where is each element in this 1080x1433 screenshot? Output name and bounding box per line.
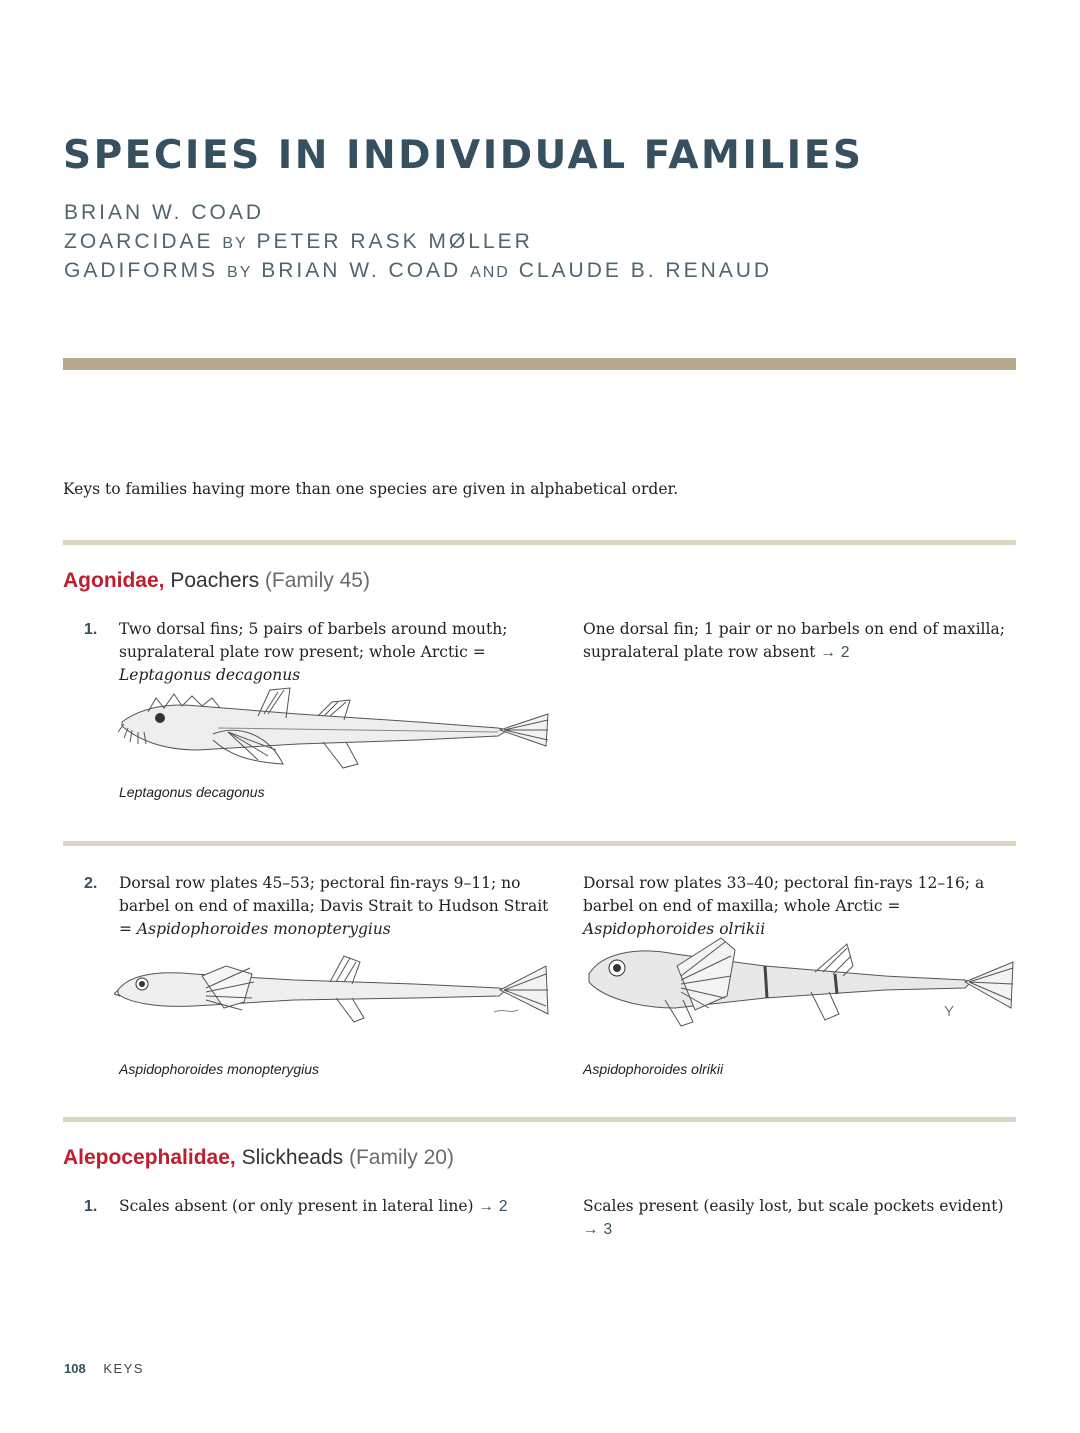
credit-author: PETER RASK MØLLER xyxy=(256,230,533,253)
page-footer xyxy=(64,1361,144,1376)
step-number: 2. xyxy=(84,875,98,892)
aspidophoroides-monopterygius-illustration xyxy=(114,952,550,1030)
credit-subject: GADIFORMS xyxy=(64,259,219,282)
couplet-text: Scales absent (or only present in lateral line) xyxy=(119,1197,479,1215)
family-name: Agonidae, xyxy=(63,569,165,592)
family-common-name: Poachers xyxy=(170,569,260,592)
credit-and: AND xyxy=(470,264,510,281)
couplet-text: Two dorsal fins; 5 pairs of barbels around mouth; supralateral plate row present; whole Arctic = xyxy=(119,620,508,661)
credit-by: BY xyxy=(222,235,248,252)
couplet-left xyxy=(119,872,559,941)
arrow-icon: → xyxy=(583,1221,599,1238)
couplet-text: Dorsal row plates 33–40; pectoral fin-rays 12–16; a barbel on end of maxilla; whole Arctic = xyxy=(583,874,985,915)
figure-caption: Leptagonus decagonus xyxy=(119,784,265,800)
goto-step-link[interactable]: 2 xyxy=(498,1198,508,1215)
family-number: (Family 45) xyxy=(264,569,370,592)
figure-caption: Aspidophoroides monopterygius xyxy=(119,1061,320,1077)
author-line: BRIAN W. COAD xyxy=(64,201,265,224)
gadiforms-credit xyxy=(64,259,772,283)
step-number: 1. xyxy=(84,621,98,638)
family-heading-agonidae xyxy=(63,569,370,593)
section-divider xyxy=(63,1117,1016,1122)
step-number: 1. xyxy=(84,1198,98,1215)
arrow-icon: → xyxy=(820,644,836,661)
family-heading-alepocephalidae xyxy=(63,1146,454,1170)
couplet-left xyxy=(119,618,559,687)
couplet-text: Scales present (easily lost, but scale pockets evident) xyxy=(583,1197,1004,1215)
family-number: (Family 20) xyxy=(348,1146,454,1169)
aspidophoroides-olrikii-illustration xyxy=(585,936,1015,1032)
section-divider xyxy=(63,540,1016,545)
goto-step-link[interactable]: 2 xyxy=(840,644,850,661)
section-divider xyxy=(63,841,1016,846)
goto-step-link[interactable]: 3 xyxy=(603,1221,613,1238)
header-divider xyxy=(63,358,1016,370)
intro-text: Keys to families having more than one species are given in alphabetical order. xyxy=(63,480,679,498)
credit-author: CLAUDE B. RENAUD xyxy=(518,259,773,282)
credit-author: BRIAN W. COAD xyxy=(261,259,462,282)
couplet-right xyxy=(583,872,1023,941)
arrow-icon: → xyxy=(478,1198,494,1215)
couplet-text: One dorsal fin; 1 pair or no barbels on end of maxilla; supralateral plate row absent xyxy=(583,620,1005,661)
species-name: Aspidophoroides monopterygius xyxy=(136,920,391,938)
couplet-right xyxy=(583,618,1023,664)
species-name: Aspidophoroides olrikii xyxy=(583,920,766,938)
leptagonus-decagonus-illustration xyxy=(118,684,554,776)
family-common-name: Slickheads xyxy=(241,1146,344,1169)
couplet-right xyxy=(583,1195,1023,1241)
couplet-left xyxy=(119,1195,559,1218)
credit-subject: ZOARCIDAE xyxy=(64,230,214,253)
figure-caption: Aspidophoroides olrikii xyxy=(583,1061,724,1077)
species-name: Leptagonus decagonus xyxy=(119,666,301,684)
family-name: Alepocephalidae, xyxy=(63,1146,236,1169)
couplet-text: Dorsal row plates 45–53; pectoral fin-rays 9–11; no barbel on end of maxilla; Davis Strait to Hudson Strait = xyxy=(119,874,549,938)
page-number: 108 xyxy=(64,1361,86,1376)
page-title: SPECIES IN INDIVIDUAL FAMILIES xyxy=(63,133,864,178)
section-label: KEYS xyxy=(103,1361,145,1376)
zoarcidae-credit xyxy=(64,230,533,254)
credit-by: BY xyxy=(227,264,253,281)
